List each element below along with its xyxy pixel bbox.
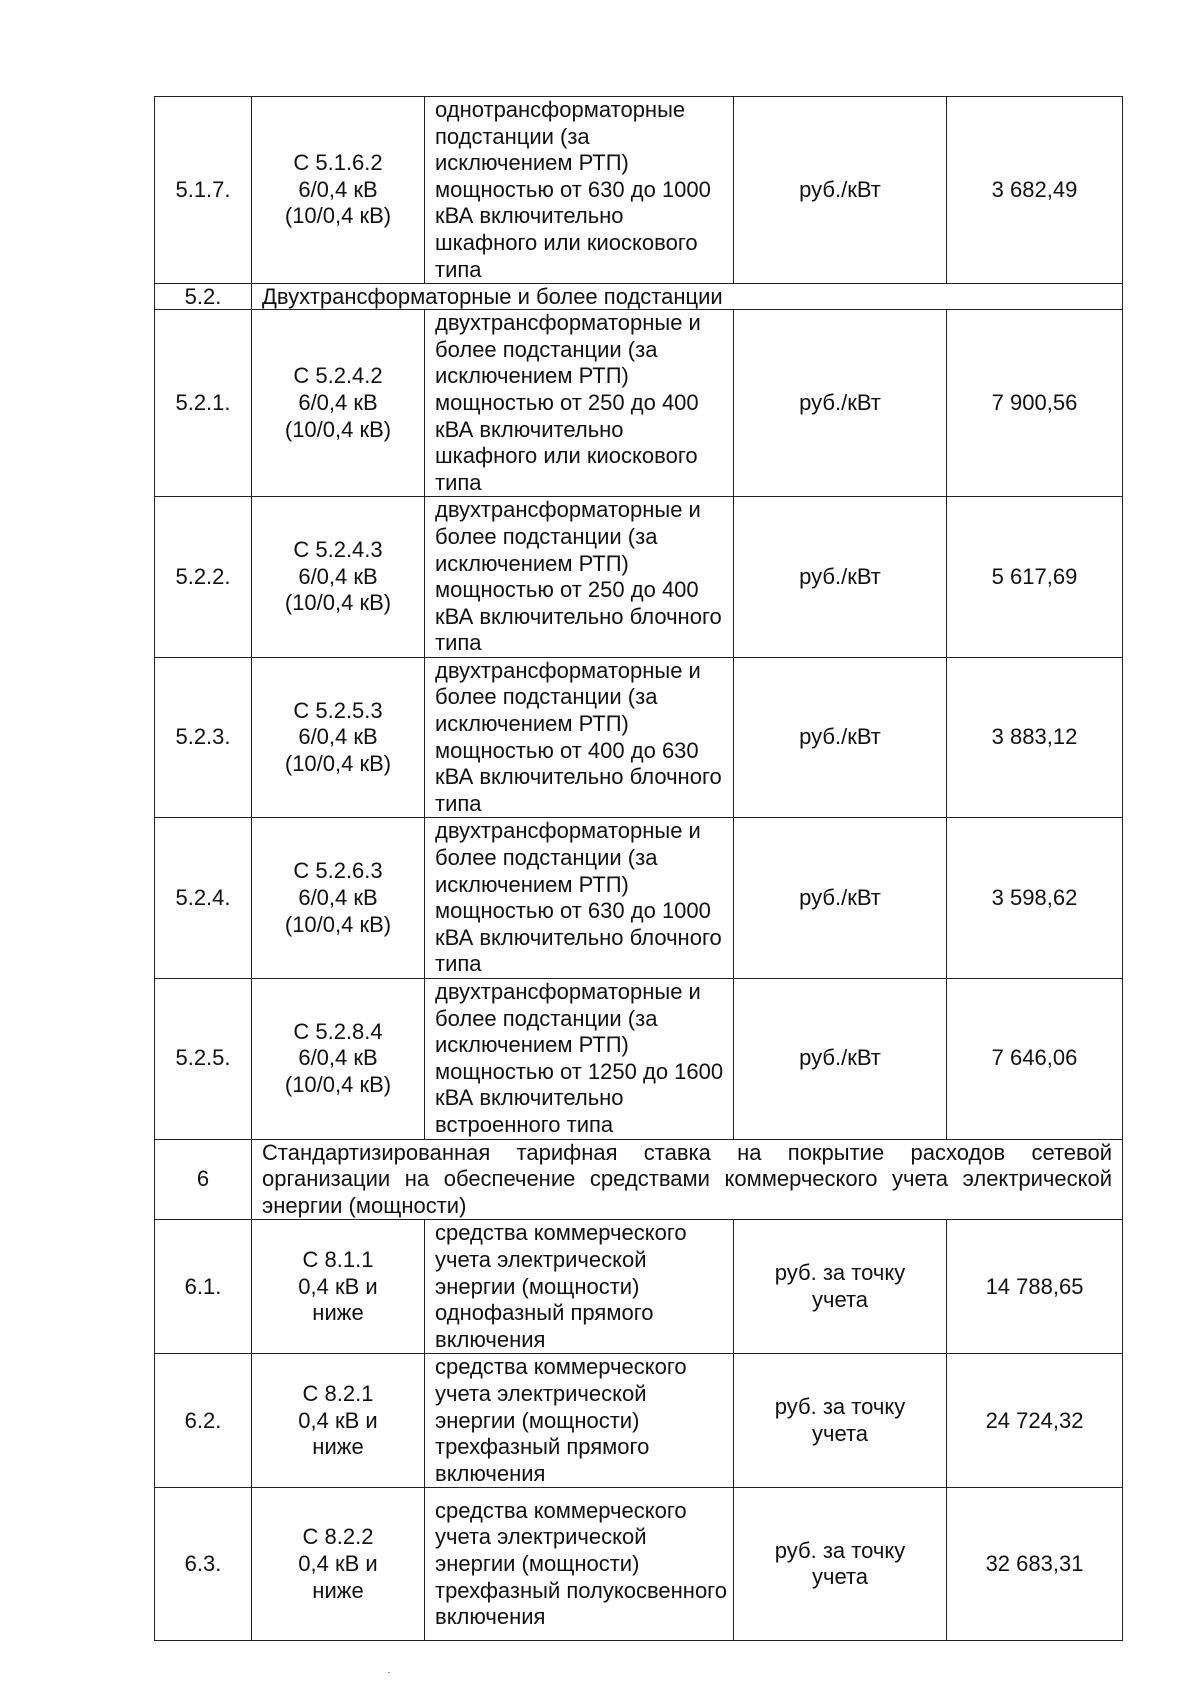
- table-row: [155, 657, 1123, 818]
- rate-code-line: 6/0,4 кВ: [298, 884, 378, 910]
- unit-line: учета: [811, 1286, 869, 1312]
- rate-value: 24 724,32: [947, 1354, 1123, 1488]
- section-number: 6: [155, 1139, 252, 1220]
- rate-code-line: (10/0,4 кВ): [284, 1072, 392, 1098]
- section-row: [155, 284, 1123, 310]
- row-description: средства коммерческого учета электрической энергии (мощности) однофазный прямого включения: [425, 1220, 734, 1354]
- unit-line: руб./кВт: [799, 724, 881, 750]
- rate-code: [252, 979, 425, 1140]
- rate-code-line: С 8.2.2: [302, 1524, 374, 1550]
- row-description: двухтрансформаторные и более подстанции (за исключением РТП) мощностью от 630 до 1000 кВА включительно блочного типа: [425, 818, 734, 979]
- unit: [734, 97, 947, 284]
- rate-code-line: С 5.2.4.2: [293, 363, 383, 389]
- rate-code-line: 0,4 кВ и: [298, 1273, 378, 1299]
- row-description: двухтрансформаторные и более подстанции (за исключением РТП) мощностью от 250 до 400 кВА включительно шкафного или киоскового типа: [425, 310, 734, 497]
- rate-code: [252, 1354, 425, 1488]
- section-number: 5.2.: [155, 284, 252, 310]
- row-number: 5.2.4.: [155, 818, 252, 979]
- rate-code-line: 6/0,4 кВ: [298, 563, 378, 589]
- row-number: 5.2.2.: [155, 497, 252, 658]
- unit-line: руб. за точку: [774, 1394, 906, 1420]
- row-number: 5.1.7.: [155, 97, 252, 284]
- unit-line: руб./кВт: [799, 176, 881, 202]
- rate-code: [252, 818, 425, 979]
- unit: [734, 1354, 947, 1488]
- rate-code-line: 0,4 кВ и: [298, 1550, 378, 1576]
- row-description: двухтрансформаторные и более подстанции (за исключением РТП) мощностью от 400 до 630 кВА включительно блочного типа: [425, 657, 734, 818]
- rate-code-line: (10/0,4 кВ): [284, 590, 392, 616]
- unit-line: руб./кВт: [799, 563, 881, 589]
- table-row: [155, 97, 1123, 284]
- unit-line: учета: [811, 1420, 869, 1446]
- unit: [734, 1220, 947, 1354]
- rate-code: [252, 97, 425, 284]
- rate-code-line: ниже: [312, 1434, 364, 1460]
- row-number: 6.3.: [155, 1488, 252, 1641]
- unit: [734, 657, 947, 818]
- row-number: 5.2.5.: [155, 979, 252, 1140]
- rate-code-line: 6/0,4 кВ: [298, 389, 378, 415]
- unit-line: руб./кВт: [799, 884, 881, 910]
- rate-value: 3 598,62: [947, 818, 1123, 979]
- rate-code-line: (10/0,4 кВ): [284, 203, 392, 229]
- unit-line: руб./кВт: [799, 1045, 881, 1071]
- row-description: средства коммерческого учета электрической энергии (мощности) трехфазный прямого включения: [425, 1354, 734, 1488]
- rate-code: [252, 1220, 425, 1354]
- tariff-table: [154, 96, 1123, 1641]
- scan-speck: [388, 1672, 390, 1673]
- table-row: [155, 310, 1123, 497]
- rate-code-line: ниже: [312, 1577, 364, 1603]
- rate-code-line: С 5.2.5.3: [293, 697, 383, 723]
- section-row: [155, 1139, 1123, 1220]
- unit: [734, 979, 947, 1140]
- rate-code: [252, 657, 425, 818]
- row-description: двухтрансформаторные и более подстанции (за исключением РТП) мощностью от 1250 до 1600 кВА включительно встроенного типа: [425, 979, 734, 1140]
- rate-code-line: С 5.1.6.2: [293, 150, 383, 176]
- unit-line: руб. за точку: [774, 1537, 906, 1563]
- unit-line: учета: [811, 1564, 869, 1590]
- rate-code-line: С 5.2.6.3: [293, 858, 383, 884]
- table-row: [155, 1488, 1123, 1641]
- rate-code: [252, 497, 425, 658]
- unit-line: руб./кВт: [799, 389, 881, 415]
- rate-code-line: С 8.1.1: [302, 1246, 374, 1272]
- unit: [734, 310, 947, 497]
- row-number: 6.1.: [155, 1220, 252, 1354]
- rate-code-line: 0,4 кВ и: [298, 1407, 378, 1433]
- table-row: [155, 497, 1123, 658]
- row-description: однотрансформаторные подстанции (за исключением РТП) мощностью от 630 до 1000 кВА включительно шкафного или киоскового типа: [425, 97, 734, 284]
- section-title: Стандартизированная тарифная ставка на покрытие расходов сетевой организации на обеспечение средствами коммерческого учета электрической энергии (мощности): [252, 1139, 1123, 1220]
- rate-code-line: С 5.2.4.3: [293, 537, 383, 563]
- rate-code-line: 6/0,4 кВ: [298, 1045, 378, 1071]
- row-number: 6.2.: [155, 1354, 252, 1488]
- rate-code: [252, 1488, 425, 1641]
- rate-code: [252, 310, 425, 497]
- rate-code-line: 6/0,4 кВ: [298, 724, 378, 750]
- rate-value: 7 646,06: [947, 979, 1123, 1140]
- rate-code-line: С 5.2.8.4: [293, 1018, 383, 1044]
- rate-code-line: С 8.2.1: [302, 1380, 374, 1406]
- row-number: 5.2.1.: [155, 310, 252, 497]
- rate-value: 3 883,12: [947, 657, 1123, 818]
- rate-code-line: (10/0,4 кВ): [284, 416, 392, 442]
- row-description: средства коммерческого учета электрической энергии (мощности) трехфазный полукосвенного включения: [425, 1488, 734, 1641]
- table-row: [155, 1220, 1123, 1354]
- document-page: [154, 96, 1122, 1641]
- rate-code-line: ниже: [312, 1300, 364, 1326]
- row-description: двухтрансформаторные и более подстанции (за исключением РТП) мощностью от 250 до 400 кВА включительно блочного типа: [425, 497, 734, 658]
- rate-code-line: (10/0,4 кВ): [284, 911, 392, 937]
- rate-value: 32 683,31: [947, 1488, 1123, 1641]
- table-row: [155, 1354, 1123, 1488]
- table-row: [155, 818, 1123, 979]
- rate-value: 3 682,49: [947, 97, 1123, 284]
- rate-value: 5 617,69: [947, 497, 1123, 658]
- section-title: Двухтрансформаторные и более подстанции: [252, 284, 1123, 310]
- unit: [734, 1488, 947, 1641]
- rate-code-line: 6/0,4 кВ: [298, 176, 378, 202]
- table-row: [155, 979, 1123, 1140]
- rate-code-line: (10/0,4 кВ): [284, 750, 392, 776]
- rate-value: 7 900,56: [947, 310, 1123, 497]
- unit: [734, 818, 947, 979]
- unit-line: руб. за точку: [774, 1260, 906, 1286]
- row-number: 5.2.3.: [155, 657, 252, 818]
- unit: [734, 497, 947, 658]
- rate-value: 14 788,65: [947, 1220, 1123, 1354]
